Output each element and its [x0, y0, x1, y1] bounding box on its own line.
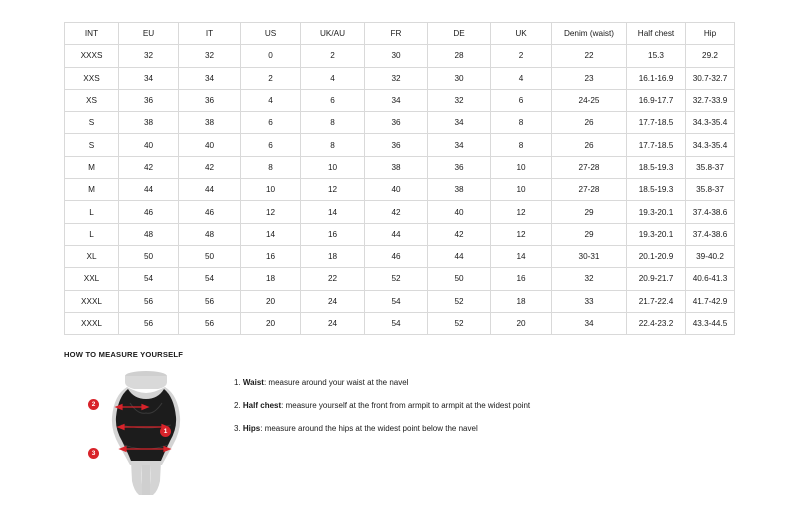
table-cell: 22 [301, 268, 365, 290]
table-cell: 36 [365, 112, 428, 134]
table-cell: 10 [491, 179, 552, 201]
instruction-text: : measure around the hips at the widest point below the navel [260, 423, 478, 433]
instruction-term: Hips [242, 423, 261, 433]
table-cell: 36 [365, 134, 428, 156]
table-cell: 52 [365, 268, 428, 290]
table-cell: 43.3-44.5 [686, 312, 735, 334]
instruction-text: : measure around your waist at the navel [263, 378, 409, 387]
table-row [65, 134, 735, 156]
table-cell: 52 [428, 290, 491, 312]
table-cell: 20.1-20.9 [627, 245, 686, 267]
table-cell: 4 [301, 67, 365, 89]
table-cell: 44 [119, 179, 179, 201]
table-cell: XXL [65, 268, 119, 290]
table-cell: 34 [365, 89, 428, 111]
column-header: UK/AU [301, 23, 365, 45]
measure-instructions [234, 369, 530, 447]
instruction-term: Half chest [242, 400, 282, 410]
table-cell: 34 [552, 312, 627, 334]
table-cell: 17.7-18.5 [627, 134, 686, 156]
table-cell: 54 [119, 268, 179, 290]
table-cell: 29 [552, 223, 627, 245]
table-cell: 34 [179, 67, 241, 89]
table-cell: 12 [491, 223, 552, 245]
table-cell: 38 [428, 179, 491, 201]
column-header: EU [119, 23, 179, 45]
table-cell: 14 [241, 223, 301, 245]
table-cell: 42 [365, 201, 428, 223]
table-cell: 36 [428, 156, 491, 178]
instruction-item [234, 402, 530, 411]
table-cell: 16.9-17.7 [627, 89, 686, 111]
table-cell: 17.7-18.5 [627, 112, 686, 134]
table-cell: 15.3 [627, 45, 686, 67]
table-cell: 38 [179, 112, 241, 134]
table-cell: 44 [428, 245, 491, 267]
table-cell: M [65, 179, 119, 201]
table-cell: 44 [365, 223, 428, 245]
table-cell: XXXS [65, 45, 119, 67]
table-cell: 8 [301, 134, 365, 156]
size-chart-table [64, 22, 735, 335]
table-cell: 48 [119, 223, 179, 245]
table-cell: 32 [179, 45, 241, 67]
table-cell: 32.7-33.9 [686, 89, 735, 111]
table-cell: 16 [301, 223, 365, 245]
table-cell: XXXL [65, 312, 119, 334]
table-cell: 8 [241, 156, 301, 178]
table-cell: 6 [241, 112, 301, 134]
table-cell: 18.5-19.3 [627, 179, 686, 201]
table-cell: 40.6-41.3 [686, 268, 735, 290]
table-cell: 46 [179, 201, 241, 223]
instruction-number: 1. [234, 378, 241, 387]
size-chart-container [64, 22, 734, 335]
table-cell: 30 [365, 45, 428, 67]
column-header: Denim (waist) [552, 23, 627, 45]
table-cell: 4 [491, 67, 552, 89]
table-cell: 36 [179, 89, 241, 111]
table-cell: 40 [428, 201, 491, 223]
table-cell: 16 [241, 245, 301, 267]
table-cell: 40 [179, 134, 241, 156]
table-cell: 24 [301, 312, 365, 334]
table-cell: 46 [119, 201, 179, 223]
table-row [65, 179, 735, 201]
table-cell: 32 [552, 268, 627, 290]
table-cell: 39-40.2 [686, 245, 735, 267]
table-cell: 18 [241, 268, 301, 290]
table-row [65, 156, 735, 178]
table-cell: 23 [552, 67, 627, 89]
table-cell: 38 [365, 156, 428, 178]
table-cell: 20.9-21.7 [627, 268, 686, 290]
instruction-text: : measure yourself at the front from armpit to armpit at the widest point [281, 400, 531, 410]
table-cell: 28 [428, 45, 491, 67]
table-cell: 16 [491, 268, 552, 290]
table-cell: 10 [301, 156, 365, 178]
table-cell: 46 [365, 245, 428, 267]
table-cell: 36 [119, 89, 179, 111]
table-cell: 12 [491, 201, 552, 223]
table-cell: 38 [119, 112, 179, 134]
table-cell: 20 [491, 312, 552, 334]
column-header: FR [365, 23, 428, 45]
table-cell: 54 [365, 312, 428, 334]
column-header: UK [491, 23, 552, 45]
table-cell: 2 [301, 45, 365, 67]
table-cell: 30.7-32.7 [686, 67, 735, 89]
table-cell: 19.3-20.1 [627, 223, 686, 245]
measure-badge-3: 3 [88, 448, 99, 459]
table-cell: L [65, 201, 119, 223]
table-cell: XXS [65, 67, 119, 89]
table-cell: 48 [179, 223, 241, 245]
column-header: Hip [686, 23, 735, 45]
table-cell: 14 [301, 201, 365, 223]
table-cell: 34 [428, 112, 491, 134]
table-cell: 24-25 [552, 89, 627, 111]
table-row [65, 45, 735, 67]
mannequin-icon [94, 369, 214, 499]
instruction-item [234, 425, 530, 434]
table-row [65, 201, 735, 223]
table-cell: 33 [552, 290, 627, 312]
column-header: INT [65, 23, 119, 45]
table-row [65, 89, 735, 111]
table-cell: 14 [491, 245, 552, 267]
column-header: Half chest [627, 23, 686, 45]
table-cell: 29.2 [686, 45, 735, 67]
table-cell: 54 [365, 290, 428, 312]
instruction-item [234, 379, 530, 388]
table-cell: 35.8-37 [686, 179, 735, 201]
table-cell: 34.3-35.4 [686, 134, 735, 156]
table-cell: 6 [301, 89, 365, 111]
table-cell: 16.1-16.9 [627, 67, 686, 89]
table-cell: 56 [119, 290, 179, 312]
table-cell: 4 [241, 89, 301, 111]
table-cell: M [65, 156, 119, 178]
table-cell: 8 [301, 112, 365, 134]
table-cell: 20 [241, 312, 301, 334]
table-cell: XXXL [65, 290, 119, 312]
mannequin-illustration [91, 369, 214, 499]
table-cell: 27-28 [552, 179, 627, 201]
table-row [65, 312, 735, 334]
table-cell: 24 [301, 290, 365, 312]
table-cell: 34 [119, 67, 179, 89]
table-cell: 6 [241, 134, 301, 156]
table-cell: 42 [428, 223, 491, 245]
table-cell: 26 [552, 134, 627, 156]
table-cell: 37.4-38.6 [686, 223, 735, 245]
table-row [65, 112, 735, 134]
table-cell: 8 [491, 112, 552, 134]
table-row [65, 268, 735, 290]
table-cell: 6 [491, 89, 552, 111]
how-to-measure-section [64, 350, 744, 499]
table-cell: 56 [179, 290, 241, 312]
table-cell: 56 [179, 312, 241, 334]
table-cell: 10 [241, 179, 301, 201]
table-cell: 30 [428, 67, 491, 89]
column-header: US [241, 23, 301, 45]
table-cell: 34.3-35.4 [686, 112, 735, 134]
instruction-term: Waist [242, 378, 264, 387]
column-header: IT [179, 23, 241, 45]
table-cell: 26 [552, 112, 627, 134]
table-row [65, 290, 735, 312]
table-cell: 18.5-19.3 [627, 156, 686, 178]
table-cell: 56 [119, 312, 179, 334]
table-cell: 42 [119, 156, 179, 178]
table-cell: 29 [552, 201, 627, 223]
table-cell: 32 [365, 67, 428, 89]
table-row [65, 67, 735, 89]
table-cell: 12 [301, 179, 365, 201]
table-cell: 21.7-22.4 [627, 290, 686, 312]
instruction-number: 2. [234, 400, 241, 410]
table-cell: 40 [365, 179, 428, 201]
table-cell: 50 [428, 268, 491, 290]
table-cell: 22 [552, 45, 627, 67]
table-cell: 34 [428, 134, 491, 156]
table-cell: S [65, 112, 119, 134]
table-cell: 41.7-42.9 [686, 290, 735, 312]
table-cell: XS [65, 89, 119, 111]
table-cell: 40 [119, 134, 179, 156]
instruction-number: 3. [234, 423, 241, 433]
table-cell: 50 [119, 245, 179, 267]
measure-badge-2: 2 [88, 399, 99, 410]
table-cell: XL [65, 245, 119, 267]
table-cell: 30-31 [552, 245, 627, 267]
section-title: HOW TO MEASURE YOURSELF [64, 350, 184, 359]
table-cell: 2 [491, 45, 552, 67]
table-cell: L [65, 223, 119, 245]
table-cell: 52 [428, 312, 491, 334]
table-cell: 18 [491, 290, 552, 312]
table-cell: 20 [241, 290, 301, 312]
table-cell: 2 [241, 67, 301, 89]
table-cell: 44 [179, 179, 241, 201]
column-header: DE [428, 23, 491, 45]
table-cell: S [65, 134, 119, 156]
table-cell: 37.4-38.6 [686, 201, 735, 223]
measure-body [64, 369, 744, 499]
table-cell: 19.3-20.1 [627, 201, 686, 223]
table-cell: 18 [301, 245, 365, 267]
table-cell: 35.8-37 [686, 156, 735, 178]
table-cell: 22.4-23.2 [627, 312, 686, 334]
table-cell: 54 [179, 268, 241, 290]
table-header-row [65, 23, 735, 45]
table-cell: 8 [491, 134, 552, 156]
table-cell: 32 [119, 45, 179, 67]
table-row [65, 245, 735, 267]
table-cell: 0 [241, 45, 301, 67]
table-cell: 50 [179, 245, 241, 267]
table-cell: 10 [491, 156, 552, 178]
measure-badge-1: 1 [160, 426, 171, 437]
table-cell: 32 [428, 89, 491, 111]
table-cell: 42 [179, 156, 241, 178]
table-row [65, 223, 735, 245]
table-cell: 12 [241, 201, 301, 223]
table-cell: 27-28 [552, 156, 627, 178]
